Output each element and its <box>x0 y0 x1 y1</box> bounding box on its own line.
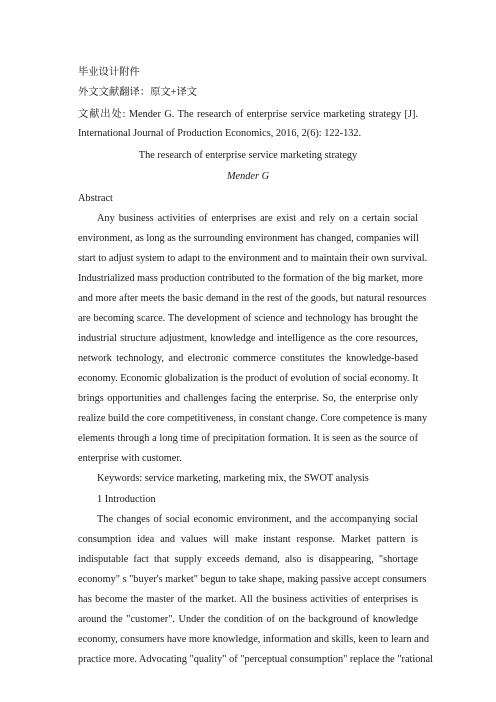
abstract-line: start to adjust system to adapt to the environment and to maintain their own survival. <box>78 253 428 264</box>
introduction-line: economy" s "buyer's market" begun to take shape, making passive accept consumers <box>78 574 427 585</box>
abstract-line: enterprise with customer. <box>78 453 182 464</box>
abstract-line: realize build the core competitiveness, in constant change. Core competence is many <box>78 413 428 424</box>
introduction-line: consumption idea and values will make instant response. Market pattern is <box>78 534 418 545</box>
abstract-line: Any business activities of enterprises are exist and rely on a certain social <box>97 213 418 224</box>
abstract-line: are becoming scarce. The development of science and technology has brought the <box>78 313 418 324</box>
abstract-line: brings opportunities and challenges facing the enterprise. So, the enterprise only <box>78 393 418 404</box>
abstract-line: and more after meets the basic demand in the rest of the goods, but natural resources <box>78 293 427 304</box>
abstract-line: network technology, and electronic commerce constitutes the knowledge-based <box>78 353 418 364</box>
abstract-line: environment, as long as the surrounding environment has changed, companies will <box>78 233 419 244</box>
citation-line-2: International Journal of Production Economics, 2016, 2(6): 122-132. <box>78 128 362 139</box>
introduction-heading: 1 Introduction <box>97 494 156 505</box>
translation-label: 外文文献翻译：原文+译文 <box>78 87 198 98</box>
introduction-line: The changes of social economic environment, and the accompanying social <box>97 514 418 525</box>
citation-line-1: 文献出处: Mender G. The research of enterprise service marketing strategy [J]. <box>78 109 418 120</box>
abstract-heading: Abstract <box>78 193 113 204</box>
abstract-line: Industrialized mass production contributed to the formation of the big market, more <box>78 273 423 284</box>
paper-title: The research of enterprise service marketing strategy <box>138 150 358 161</box>
introduction-line: around the "customer". Under the condition of on the background of knowledge <box>78 614 418 625</box>
introduction-line: practice more. Advocating "quality" of "perceptual consumption" replace the "rational <box>78 654 433 665</box>
abstract-line: economy. Economic globalization is the product of evolution of social economy. It <box>78 373 419 384</box>
introduction-line: has become the master of the market. All the business activities of enterprises is <box>78 594 418 605</box>
keywords: Keywords: service marketing, marketing mix, the SWOT analysis <box>97 473 369 484</box>
introduction-line: economy, consumers have more knowledge, information and skills, keen to learn and <box>78 634 430 645</box>
abstract-line: elements through a long time of precipitation formation. It is seen as the source of <box>78 433 418 444</box>
introduction-line: indisputable fact that supply exceeds demand, also is disappearing, "shortage <box>78 554 418 565</box>
abstract-line: industrial structure adjustment, knowledge and intelligence as the core resources, <box>78 333 418 344</box>
paper-author: Mender G <box>226 171 270 182</box>
appendix-label: 毕业设计附件 <box>78 67 140 78</box>
